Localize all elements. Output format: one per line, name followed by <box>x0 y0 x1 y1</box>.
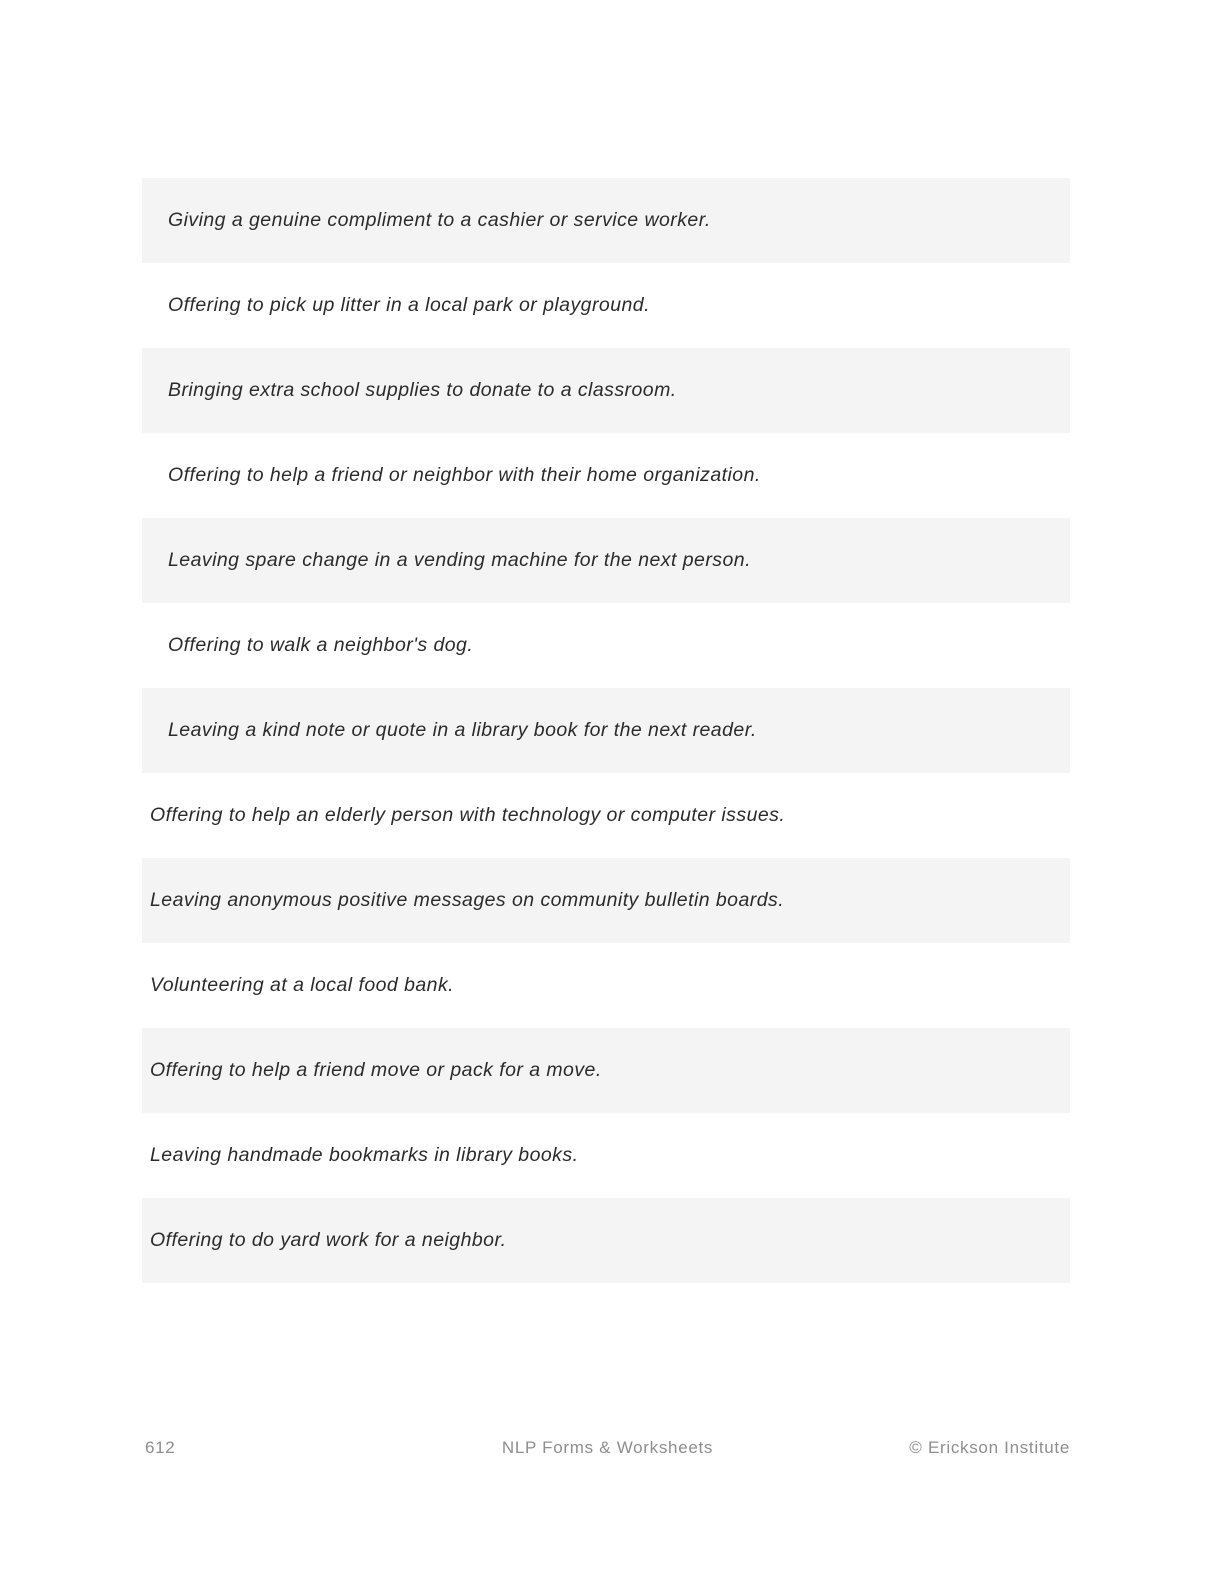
worksheet-row-text: Leaving anonymous positive messages on community bulletin boards. <box>150 889 785 912</box>
footer-copyright: © Erickson Institute <box>909 1438 1070 1457</box>
worksheet-row-text: Offering to help a friend or neighbor with their home organization. <box>168 464 761 487</box>
worksheet-row[interactable] <box>142 1028 1070 1113</box>
worksheet-row-text: Giving a genuine compliment to a cashier or service worker. <box>168 209 711 232</box>
worksheet-row-list <box>142 178 1070 1283</box>
worksheet-row[interactable] <box>142 603 1070 688</box>
footer-page-number: 612 <box>145 1438 176 1457</box>
worksheet-row-text: Leaving spare change in a vending machine for the next person. <box>168 549 751 572</box>
worksheet-row-text: Offering to help an elderly person with technology or computer issues. <box>150 804 786 827</box>
worksheet-row-text: Offering to do yard work for a neighbor. <box>150 1229 507 1252</box>
worksheet-row-text: Offering to walk a neighbor's dog. <box>168 634 474 657</box>
worksheet-row-text: Offering to pick up litter in a local park or playground. <box>168 294 650 317</box>
worksheet-row[interactable] <box>142 858 1070 943</box>
worksheet-row[interactable] <box>142 348 1070 433</box>
worksheet-row-text: Offering to help a friend move or pack for a move. <box>150 1059 602 1082</box>
worksheet-row-text: Leaving handmade bookmarks in library books. <box>150 1144 579 1167</box>
worksheet-row[interactable] <box>142 688 1070 773</box>
worksheet-row[interactable] <box>142 943 1070 1028</box>
worksheet-row[interactable] <box>142 1198 1070 1283</box>
worksheet-row[interactable] <box>142 773 1070 858</box>
worksheet-row-text: Leaving a kind note or quote in a library book for the next reader. <box>168 719 757 742</box>
worksheet-row[interactable] <box>142 518 1070 603</box>
worksheet-row[interactable] <box>142 178 1070 263</box>
footer-document-title: NLP Forms & Worksheets <box>501 1438 714 1457</box>
worksheet-row[interactable] <box>142 263 1070 348</box>
page-footer <box>145 1434 1070 1462</box>
worksheet-row-text: Bringing extra school supplies to donate to a classroom. <box>168 379 677 402</box>
worksheet-row-text: Volunteering at a local food bank. <box>150 974 455 997</box>
worksheet-row[interactable] <box>142 433 1070 518</box>
worksheet-row[interactable] <box>142 1113 1070 1198</box>
